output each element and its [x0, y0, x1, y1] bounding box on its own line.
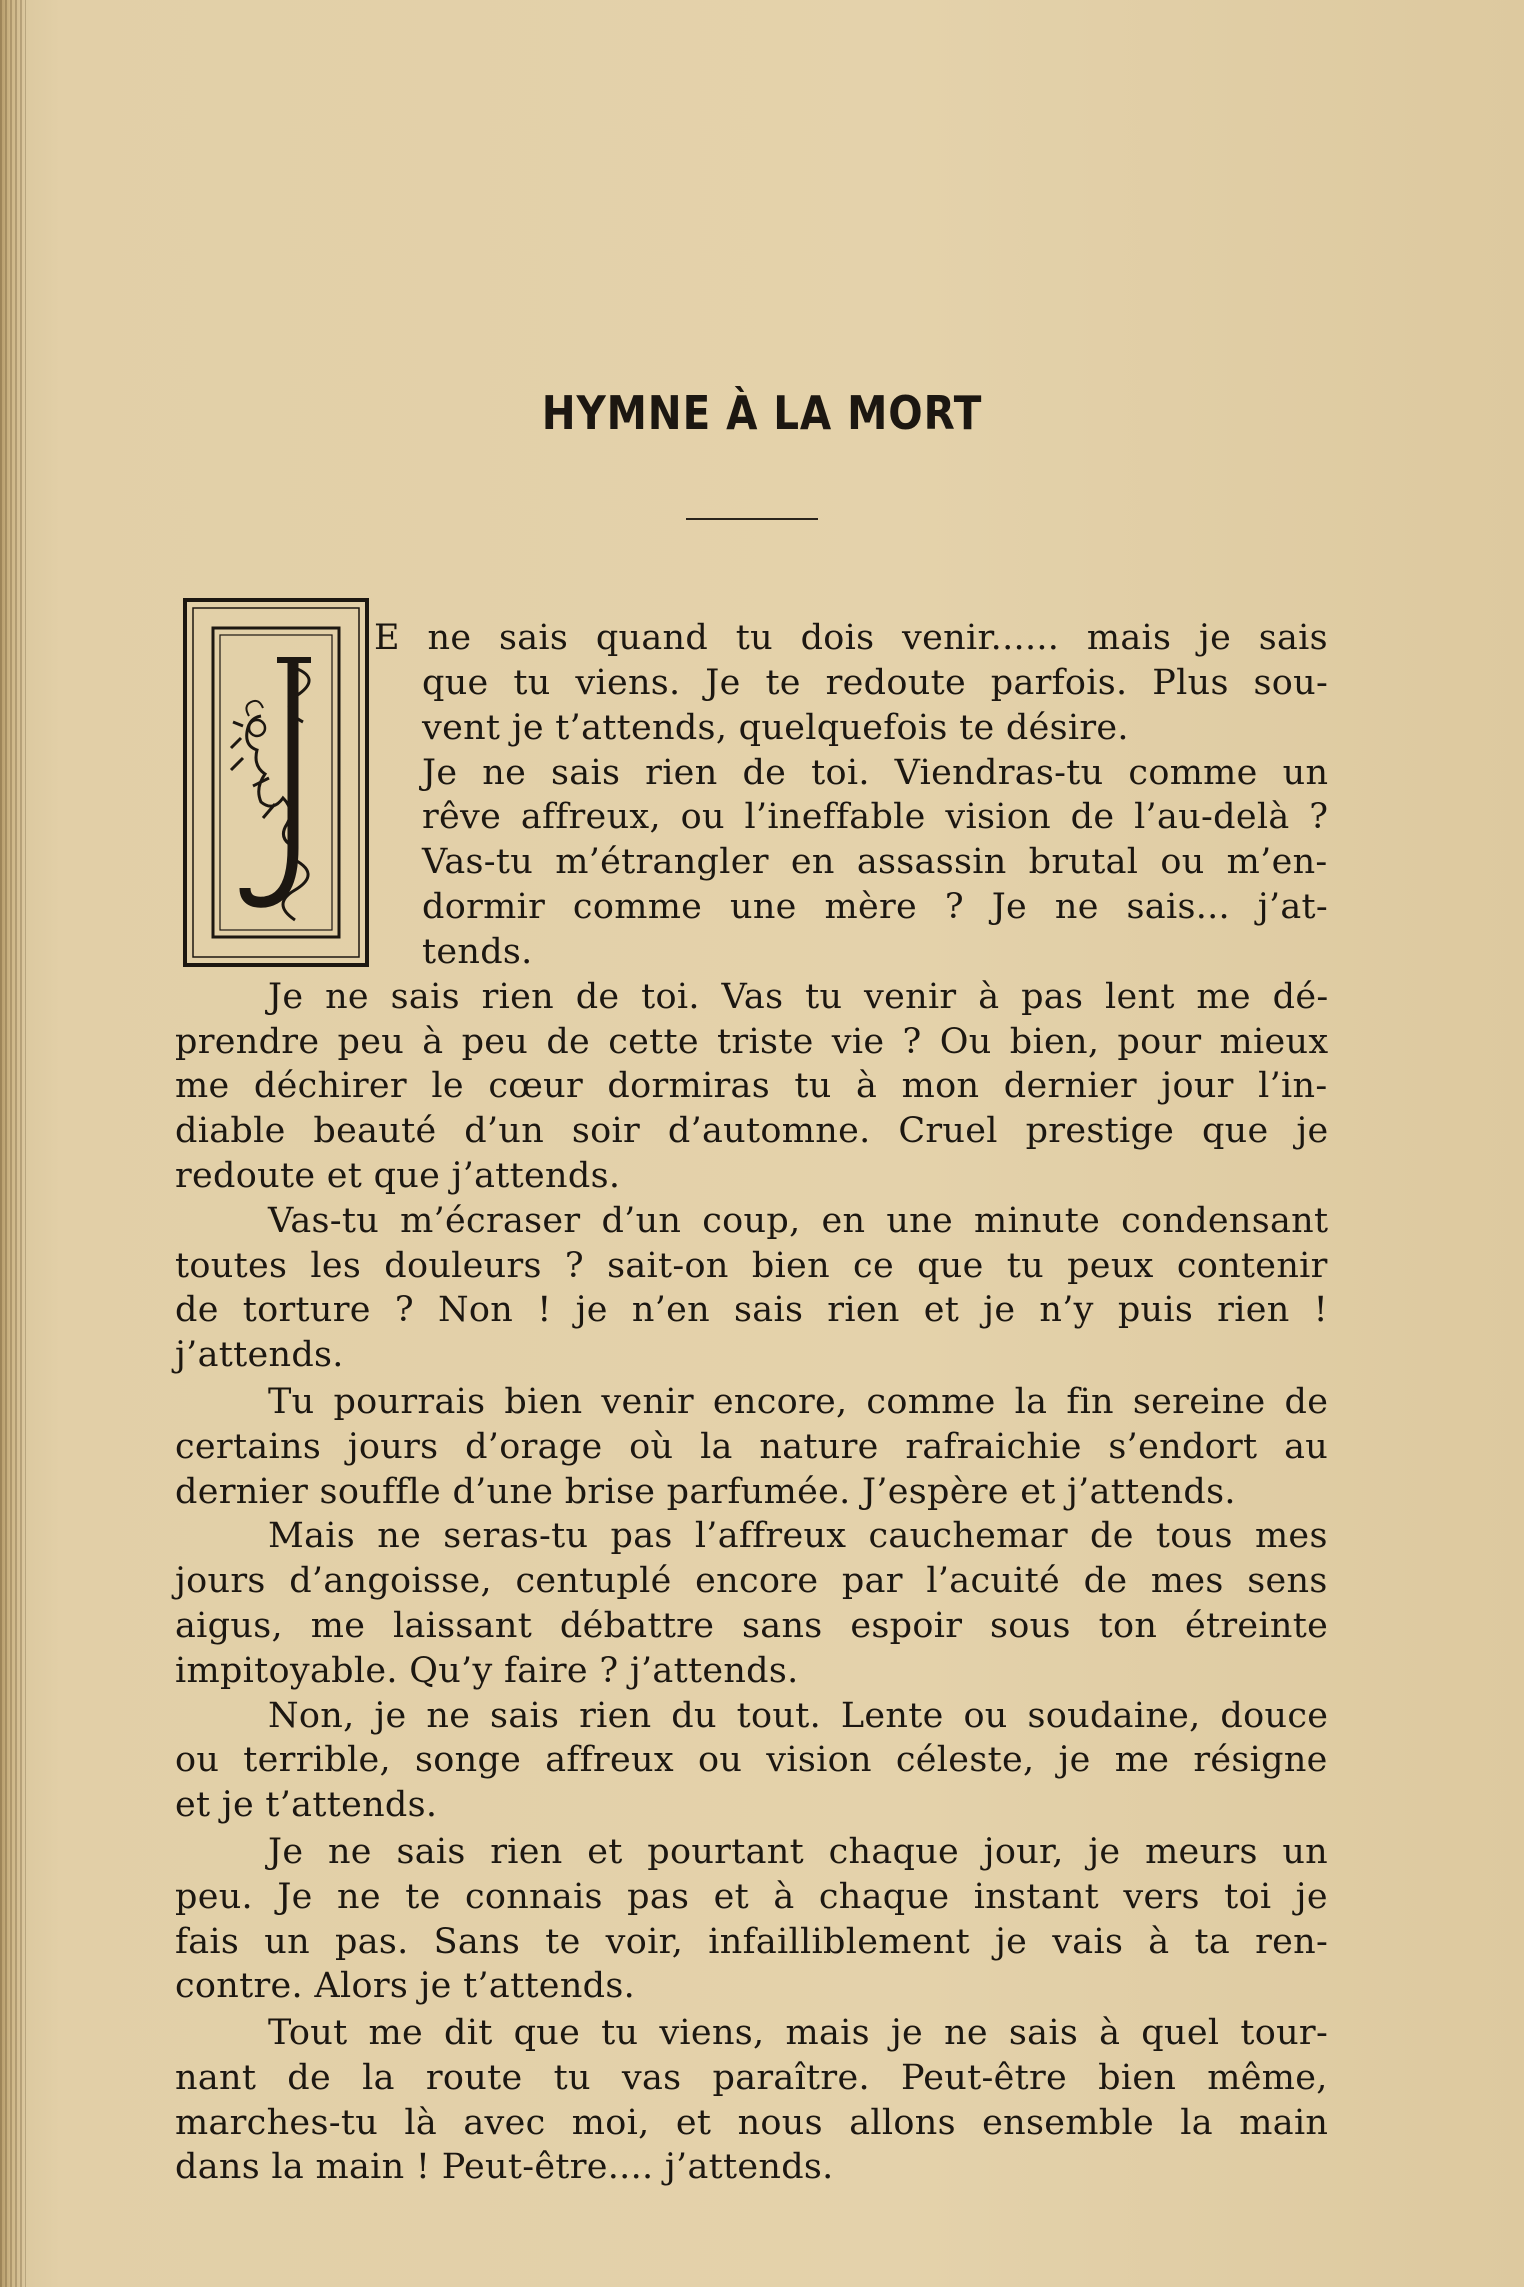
text-line: nant de la route tu vas paraître. Peut-être bien même, — [175, 2058, 1328, 2098]
text-line: Mais ne seras-tu pas l’affreux cauchemar de tous mes — [268, 1516, 1328, 1556]
text-line: redoute et que j’attends. — [175, 1156, 621, 1196]
text-line: dans la main ! Peut-être.... j’attends. — [175, 2147, 834, 2187]
text-line: et je t’attends. — [175, 1785, 438, 1825]
text-line: aigus, me laissant débattre sans espoir sous ton étreinte — [175, 1606, 1329, 1646]
text-line: Tout me dit que tu viens, mais je ne sais à quel tour- — [268, 2013, 1329, 2053]
text-line: prendre peu à peu de cette triste vie ? Ou bien, pour mieux — [175, 1022, 1329, 1062]
text-line: peu. Je ne te connais pas et à chaque instant vers toi je — [175, 1877, 1328, 1917]
text-line: vent je t’attends, quelquefois te désire. — [422, 708, 1129, 748]
text-line: impitoyable. Qu’y faire ? j’attends. — [175, 1651, 799, 1691]
text-line: dernier souffle d’une brise parfumée. J’espère et j’attends. — [175, 1472, 1236, 1512]
text-line: toutes les douleurs ? sait-on bien ce que tu peux contenir — [175, 1246, 1328, 1286]
text-line: dormir comme une mère ? Je ne sais... j’at- — [422, 887, 1329, 927]
text-line: Vas-tu m’étrangler en assassin brutal ou m’en- — [422, 842, 1328, 882]
text-line: Je ne sais rien de toi. Vas tu venir à pas lent me dé- — [268, 977, 1329, 1017]
text-line: Je ne sais rien et pourtant chaque jour, je meurs un — [268, 1832, 1329, 1872]
poem-title: HYMNE À LA MORT — [541, 386, 983, 440]
text-line: ou terrible, songe affreux ou vision céleste, je me résigne — [175, 1740, 1328, 1780]
page-binding-edge — [0, 0, 26, 2287]
text-line: marches-tu là avec moi, et nous allons ensemble la main — [175, 2103, 1329, 2143]
text-line: de torture ? Non ! je n’en sais rien et je n’y puis rien ! — [175, 1290, 1328, 1330]
text-line: j’attends. — [175, 1335, 344, 1375]
text-line: tends. — [422, 932, 533, 972]
text-line: contre. Alors je t’attends. — [175, 1966, 636, 2006]
text-line: Vas-tu m’écraser d’un coup, en une minute condensant — [268, 1201, 1329, 1241]
text-line: certains jours d’orage où la nature rafraichie s’endort au — [175, 1427, 1329, 1467]
title-rule — [686, 518, 818, 520]
text-line: rêve affreux, ou l’ineffable vision de l’au-delà ? — [422, 797, 1329, 837]
text-line: que tu viens. Je te redoute parfois. Plus sou- — [422, 663, 1329, 703]
text-line: diable beauté d’un soir d’automne. Cruel prestige que je — [175, 1111, 1329, 1151]
text-line: me déchirer le cœur dormiras tu à mon dernier jour l’in- — [175, 1066, 1328, 1106]
text-line: Tu pourrais bien venir encore, comme la fin sereine de — [268, 1382, 1329, 1422]
text-line: Non, je ne sais rien du tout. Lente ou soudaine, douce — [268, 1696, 1329, 1736]
text-line: E ne sais quand tu dois venir...... mais je sais — [374, 618, 1328, 658]
text-line: jours d’angoisse, centuplé encore par l’acuité de mes sens — [175, 1561, 1328, 1601]
text-line: fais un pas. Sans te voir, infailliblement je vais à ta ren- — [175, 1922, 1329, 1962]
drop-cap-ornament — [183, 598, 369, 967]
text-line: Je ne sais rien de toi. Viendras-tu comme un — [422, 753, 1329, 793]
